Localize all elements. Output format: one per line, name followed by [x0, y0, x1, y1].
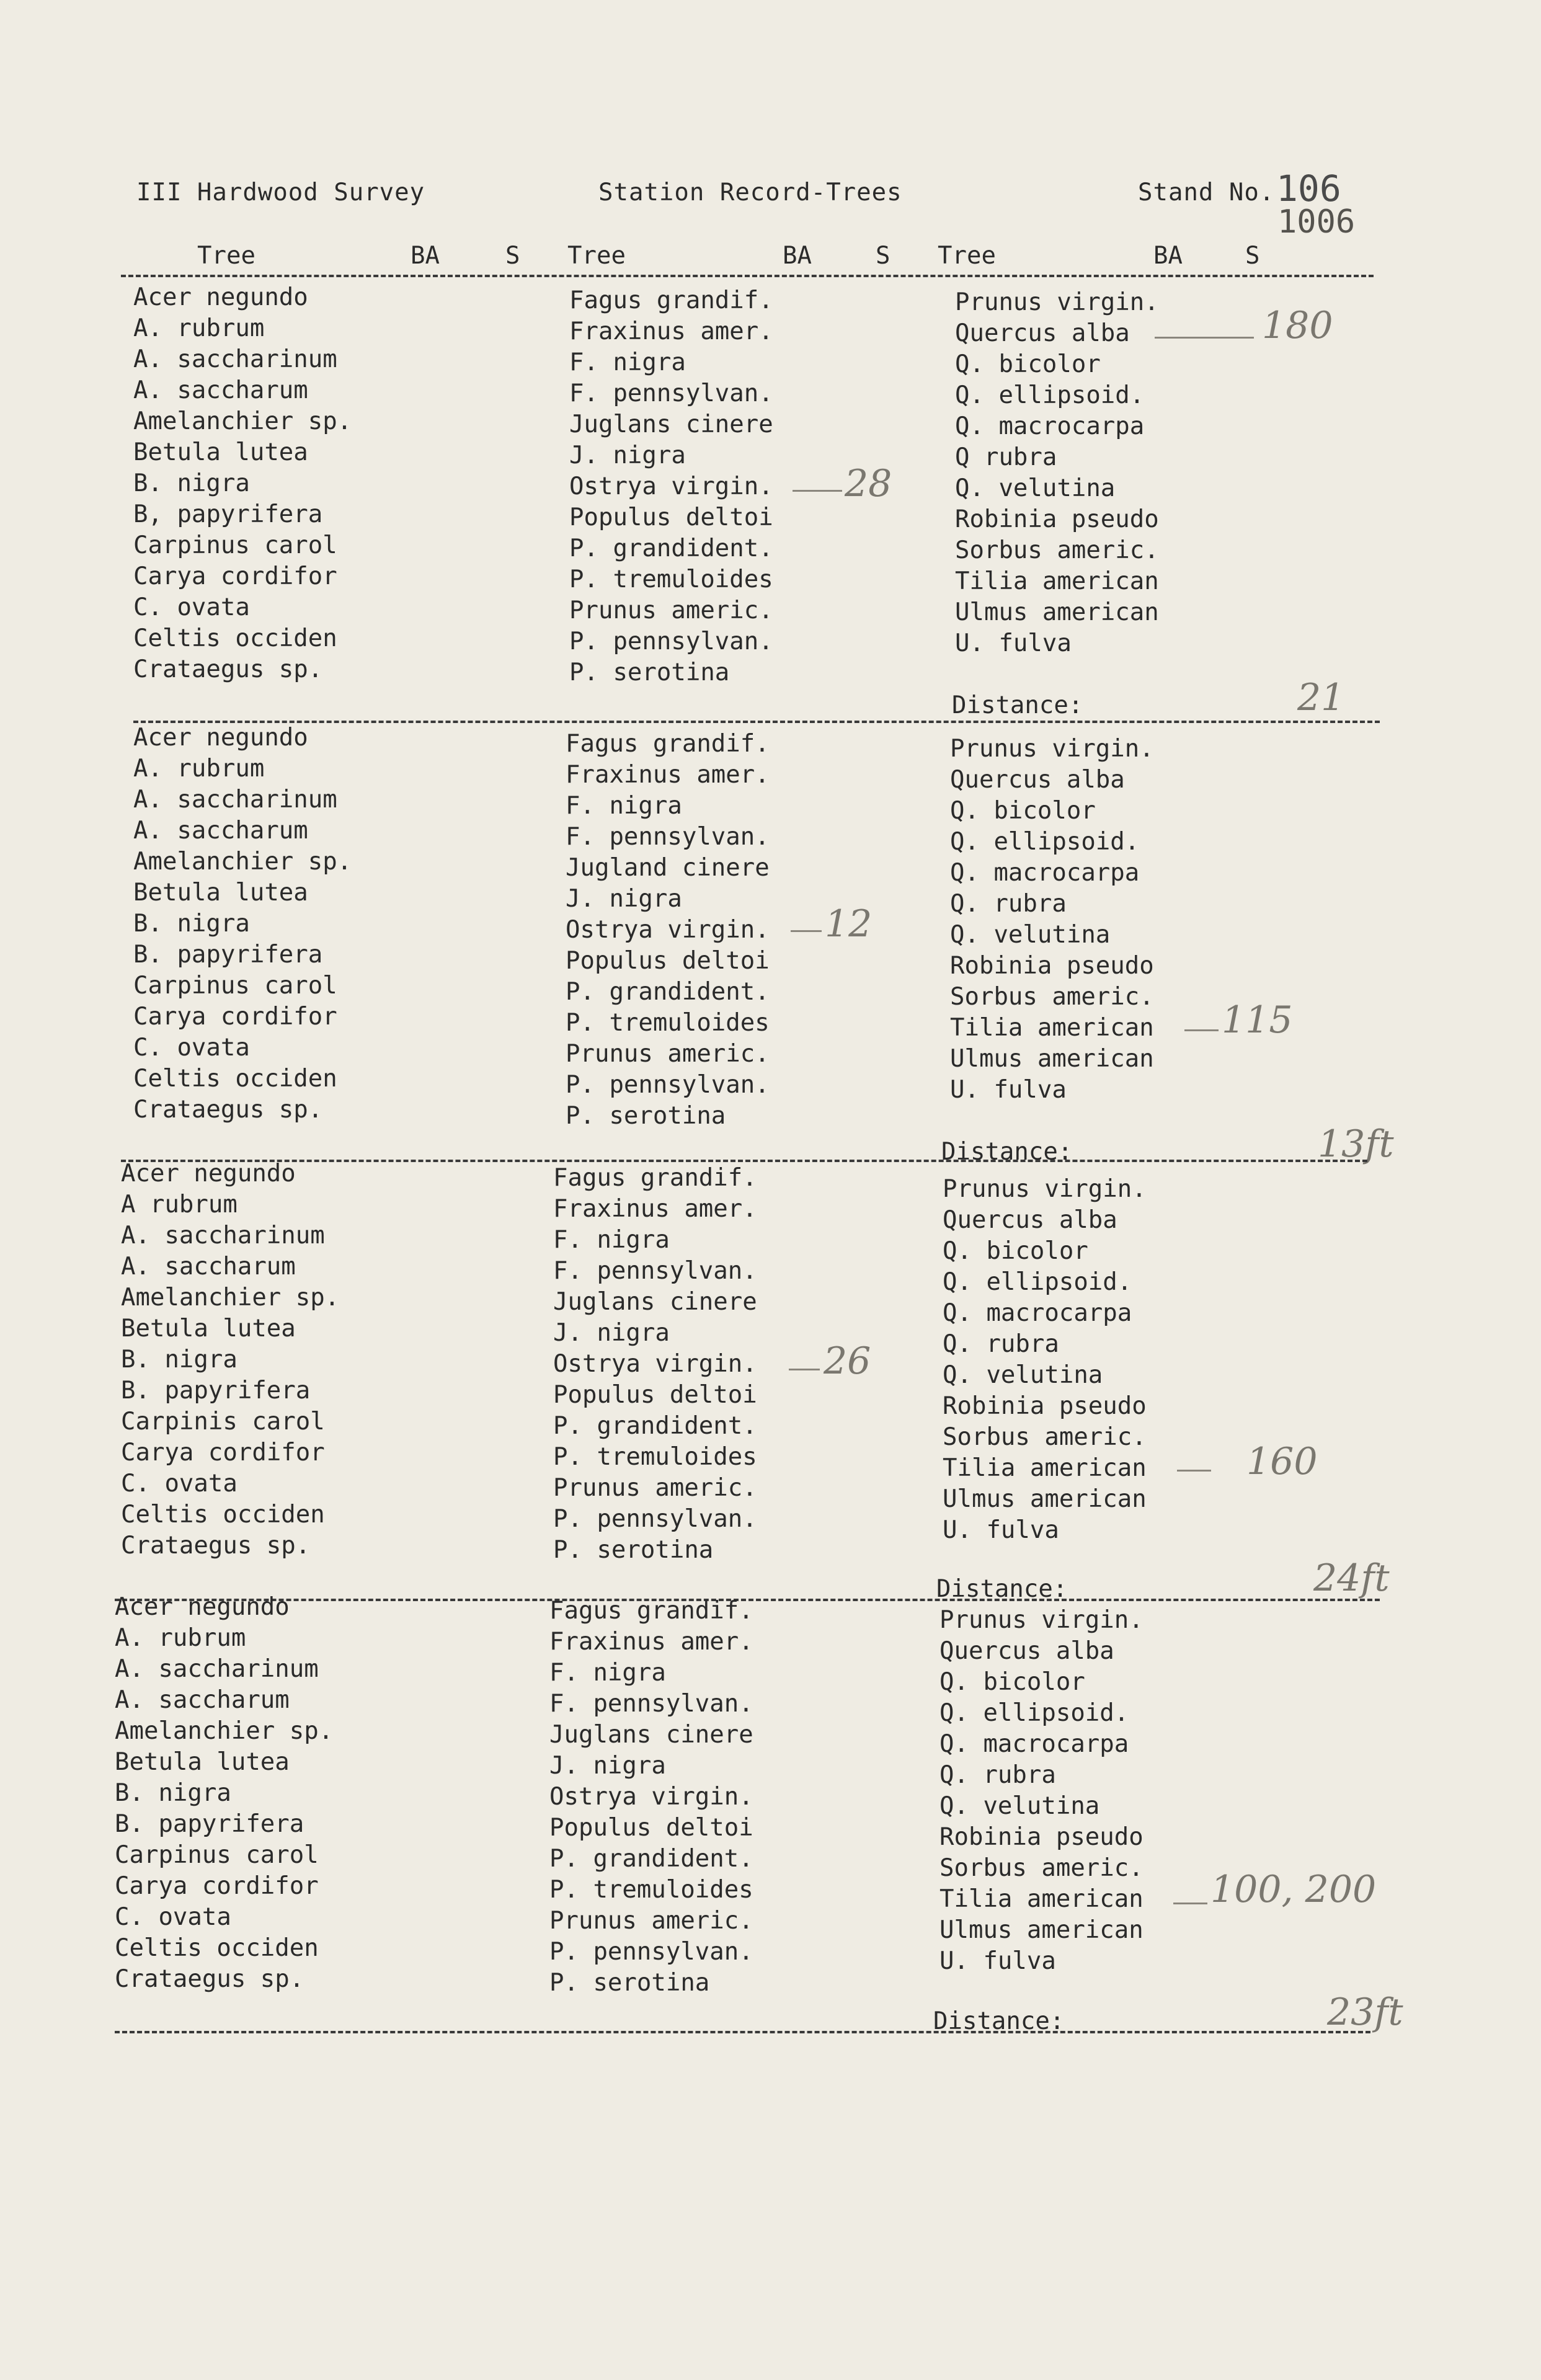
list-item: U. fulva — [955, 629, 1072, 657]
list-item: P. serotina — [566, 1102, 726, 1130]
tick-mark — [793, 490, 842, 492]
section-4-col-2 — [549, 1596, 753, 1999]
list-item: Amelanchier sp. — [133, 848, 352, 876]
list-item: Q. ellipsoid. — [955, 381, 1145, 409]
section-divider — [115, 2031, 1370, 2033]
list-item: P. tremuloides — [566, 1009, 770, 1037]
list-item: Jugland cinere — [566, 854, 770, 882]
list-item: A. saccharinum — [133, 786, 337, 814]
stand-number: 106 — [1276, 167, 1341, 210]
header-divider — [121, 275, 1374, 277]
tick-mark — [791, 930, 822, 932]
col-header-ba-1: BA — [411, 242, 440, 270]
list-item: Crataegus sp. — [121, 1532, 311, 1560]
list-item: Q. rubra — [943, 1330, 1059, 1358]
list-item: F. pennsylvan. — [553, 1257, 757, 1285]
list-item: Betula lutea — [115, 1748, 290, 1776]
col-header-tree-3: Tree — [938, 242, 996, 270]
list-item: Crataegus sp. — [115, 1965, 304, 1993]
list-item: F. pennsylvan. — [549, 1690, 753, 1718]
list-item: Fraxinus amer. — [549, 1628, 753, 1656]
handwritten-distance: 23ft — [1327, 1991, 1403, 2034]
list-item: Juglans cinere — [553, 1288, 757, 1316]
list-item: Quercus alba — [950, 766, 1125, 794]
list-item: A. saccharum — [133, 376, 308, 404]
list-item: Carpinis carol — [121, 1408, 325, 1436]
list-item: Fagus grandif. — [549, 1597, 753, 1625]
list-item: B. nigra — [121, 1346, 238, 1374]
list-item: U. fulva — [939, 1947, 1056, 1975]
list-item: Carpinus carol — [115, 1841, 319, 1869]
tick-mark — [1177, 1470, 1211, 1472]
list-item: Carya cordifor — [115, 1872, 319, 1900]
distance-label: Distance: — [952, 691, 1083, 719]
list-item: Prunus americ. — [553, 1474, 757, 1502]
list-item: P. grandident. — [549, 1845, 753, 1873]
list-item: Fraxinus amer. — [566, 761, 770, 789]
list-item: F. nigra — [566, 792, 682, 820]
list-item: Q. velutina — [955, 474, 1116, 502]
list-item: Acer negundo — [133, 724, 308, 752]
list-item: Quercus alba — [943, 1206, 1117, 1234]
distance-label: Distance: — [933, 2007, 1065, 2035]
list-item: F. nigra — [553, 1226, 670, 1254]
list-item: Q. macrocarpa — [955, 412, 1145, 440]
list-item: A rubrum — [121, 1191, 238, 1219]
list-item: Robinia pseudo — [943, 1392, 1147, 1420]
list-item: P. tremuloides — [569, 566, 773, 593]
handwritten-note: 12 — [825, 902, 873, 946]
list-item: Ostrya virgin. — [566, 916, 770, 944]
list-item: A. saccharum — [115, 1686, 290, 1714]
list-item: Q. ellipsoid. — [943, 1268, 1132, 1296]
list-item: J. nigra — [549, 1752, 666, 1780]
list-item: P. serotina — [553, 1536, 714, 1564]
handwritten-note: 180 — [1262, 304, 1333, 347]
list-item: Acer negundo — [115, 1593, 290, 1621]
section-2-col-3 — [950, 734, 1154, 1106]
list-item: Q. macrocarpa — [950, 859, 1140, 887]
list-item: Robinia pseudo — [955, 505, 1159, 533]
col-header-s-2: S — [876, 242, 890, 270]
list-item: Q. bicolor — [950, 797, 1096, 825]
list-item: A. saccharum — [133, 817, 308, 845]
list-item: C. ovata — [133, 1034, 250, 1062]
list-item: Ulmus american — [939, 1916, 1144, 1944]
distance-label: Distance: — [936, 1575, 1068, 1603]
list-item: Q. rubra — [939, 1761, 1056, 1789]
list-item: Juglans cinere — [569, 411, 773, 438]
list-item: F. pennsylvan. — [566, 823, 770, 851]
list-item: Carya cordifor — [133, 562, 337, 590]
section-4-col-1 — [115, 1592, 333, 1995]
list-item: Betula lutea — [133, 438, 308, 466]
list-item: Q. ellipsoid. — [939, 1699, 1129, 1727]
list-item: Fraxinus amer. — [553, 1195, 757, 1223]
list-item: J. nigra — [569, 442, 686, 469]
list-item: Q. velutina — [939, 1792, 1100, 1820]
list-item: A. saccharinum — [121, 1222, 325, 1250]
col-header-ba-3: BA — [1153, 242, 1183, 270]
handwritten-note: 26 — [824, 1339, 871, 1383]
list-item: P. grandident. — [569, 535, 773, 562]
list-item: Carpinus carol — [133, 972, 337, 1000]
list-item: P. pennsylvan. — [553, 1505, 757, 1533]
section-1-col-3 — [955, 287, 1159, 659]
list-item: Sorbus americ. — [943, 1423, 1147, 1451]
col-header-s-3: S — [1245, 242, 1260, 270]
list-item: Populus deltoi — [566, 947, 770, 975]
list-item: Betula lutea — [121, 1315, 296, 1343]
list-item: A. saccharinum — [115, 1655, 319, 1683]
list-item: Sorbus americ. — [939, 1854, 1144, 1882]
list-item: Robinia pseudo — [950, 952, 1154, 980]
list-item: P. pennsylvan. — [549, 1938, 753, 1966]
list-item: B. papyrifera — [121, 1377, 311, 1405]
list-item: Prunus virgin. — [950, 735, 1154, 763]
list-item: Q. ellipsoid. — [950, 828, 1140, 856]
section-3-col-3 — [943, 1174, 1147, 1546]
list-item: Ulmus american — [943, 1485, 1147, 1513]
list-item: Q. macrocarpa — [939, 1730, 1129, 1758]
list-item: Q. bicolor — [943, 1237, 1088, 1265]
list-item: Q. bicolor — [939, 1668, 1085, 1696]
list-item: P. serotina — [569, 659, 730, 686]
list-item: Tilia american — [955, 567, 1159, 595]
list-item: Ulmus american — [950, 1045, 1154, 1073]
list-item: Fagus grandif. — [566, 730, 770, 758]
list-item: Betula lutea — [133, 879, 308, 907]
list-item: P. pennsylvan. — [569, 628, 773, 655]
list-item: Celtis occiden — [133, 624, 337, 652]
list-item: P. grandident. — [553, 1412, 757, 1440]
list-item: Celtis occiden — [115, 1934, 319, 1962]
list-item: Q. bicolor — [955, 350, 1101, 378]
list-item: Q. velutina — [950, 921, 1111, 949]
list-item: Carya cordifor — [121, 1439, 325, 1467]
list-item: Robinia pseudo — [939, 1823, 1144, 1851]
list-item: J. nigra — [553, 1319, 670, 1347]
list-item: Q. velutina — [943, 1361, 1103, 1389]
section-2-col-1 — [133, 722, 352, 1126]
handwritten-distance: 24ft — [1313, 1556, 1390, 1600]
list-item: Amelanchier sp. — [133, 407, 352, 435]
list-item: P. tremuloides — [553, 1443, 757, 1471]
list-item: Ostrya virgin. — [569, 473, 773, 500]
survey-series: III Hardwood Survey — [136, 179, 425, 206]
col-header-tree-2: Tree — [567, 242, 626, 270]
list-item: B. nigra — [133, 469, 250, 497]
list-item: Fagus grandif. — [569, 286, 773, 314]
list-item: Carya cordifor — [133, 1003, 337, 1031]
list-item: Prunus americ. — [549, 1907, 753, 1935]
list-item: F. nigra — [549, 1659, 666, 1687]
stand-label: Stand No. — [1138, 179, 1275, 206]
section-4-col-3 — [939, 1605, 1144, 1977]
list-item: B. papyrifera — [133, 941, 323, 969]
tick-mark — [789, 1369, 820, 1370]
list-item: Populus deltoi — [569, 504, 773, 531]
list-item: Acer negundo — [121, 1160, 296, 1188]
handwritten-note: 28 — [845, 462, 892, 505]
list-item: P. tremuloides — [549, 1876, 753, 1904]
page-title: Station Record-Trees — [598, 179, 902, 206]
list-item: Prunus virgin. — [955, 288, 1159, 316]
handwritten-distance: 21 — [1297, 676, 1345, 719]
list-item: P. pennsylvan. — [566, 1071, 770, 1099]
tick-mark — [1184, 1029, 1219, 1031]
list-item: Carpinus carol — [133, 531, 337, 559]
list-item: B, papyrifera — [133, 500, 323, 528]
list-item: J. nigra — [566, 885, 682, 913]
stand-number-stamp: 1006 — [1277, 203, 1356, 241]
list-item: Prunus americ. — [569, 597, 773, 624]
list-item: Crataegus sp. — [133, 655, 323, 683]
list-item: Q. rubra — [950, 890, 1067, 918]
list-item: Amelanchier sp. — [121, 1284, 340, 1312]
list-item: Celtis occiden — [133, 1065, 337, 1093]
list-item: Ostrya virgin. — [549, 1783, 753, 1811]
list-item: C. ovata — [115, 1903, 231, 1931]
list-item: A. rubrum — [133, 755, 265, 783]
list-item: A. rubrum — [133, 314, 265, 342]
section-3-col-2 — [553, 1163, 757, 1566]
list-item: Q rubra — [955, 443, 1057, 471]
list-item: F. nigra — [569, 349, 686, 376]
handwritten-note: 115 — [1222, 998, 1293, 1042]
list-item: Prunus virgin. — [939, 1606, 1144, 1634]
handwritten-note: 160 — [1246, 1440, 1318, 1483]
list-item: Prunus americ. — [566, 1040, 770, 1068]
list-item: Crataegus sp. — [133, 1096, 323, 1124]
list-item: U. fulva — [943, 1516, 1059, 1544]
list-item: Tilia american — [950, 1014, 1154, 1042]
list-item: F. pennsylvan. — [569, 380, 773, 407]
list-item: B. nigra — [133, 910, 250, 938]
list-item: Amelanchier sp. — [115, 1717, 334, 1745]
section-1-col-1 — [133, 282, 352, 685]
list-item: Sorbus americ. — [950, 983, 1154, 1011]
col-header-ba-2: BA — [783, 242, 812, 270]
col-header-s-1: S — [505, 242, 520, 270]
list-item: Juglans cinere — [549, 1721, 753, 1749]
section-2-col-2 — [566, 729, 770, 1132]
list-item: Fraxinus amer. — [569, 317, 773, 345]
list-item: C. ovata — [133, 593, 250, 621]
handwritten-note: 100, 200 — [1210, 1868, 1377, 1911]
list-item: Quercus alba — [955, 319, 1130, 347]
list-item: A. rubrum — [115, 1624, 246, 1652]
list-item: U. fulva — [950, 1076, 1067, 1104]
list-item: Acer negundo — [133, 283, 308, 311]
list-item: Q. macrocarpa — [943, 1299, 1132, 1327]
list-item: B. papyrifera — [115, 1810, 304, 1838]
handwritten-distance: 13ft — [1318, 1122, 1394, 1166]
list-item: Prunus virgin. — [943, 1175, 1147, 1203]
list-item: Fagus grandif. — [553, 1164, 757, 1192]
tick-mark — [1155, 337, 1254, 339]
list-item: A. saccharinum — [133, 345, 337, 373]
col-header-tree-1: Tree — [197, 242, 255, 270]
distance-label: Distance: — [941, 1138, 1073, 1166]
list-item: C. ovata — [121, 1470, 238, 1498]
list-item: Populus deltoi — [553, 1381, 757, 1409]
section-3-col-1 — [121, 1158, 339, 1561]
list-item: Quercus alba — [939, 1637, 1114, 1665]
section-1-col-2 — [569, 285, 773, 688]
list-item: Celtis occiden — [121, 1501, 325, 1529]
tick-mark — [1173, 1903, 1207, 1904]
list-item: P. serotina — [549, 1969, 710, 1997]
list-item: P. grandident. — [566, 978, 770, 1006]
list-item: Sorbus americ. — [955, 536, 1159, 564]
list-item: Ostrya virgin. — [553, 1350, 757, 1378]
list-item: Tilia american — [939, 1885, 1144, 1913]
list-item: Ulmus american — [955, 598, 1159, 626]
list-item: Tilia american — [943, 1454, 1147, 1482]
list-item: A. saccharum — [121, 1253, 296, 1281]
list-item: B. nigra — [115, 1779, 231, 1807]
list-item: Populus deltoi — [549, 1814, 753, 1842]
